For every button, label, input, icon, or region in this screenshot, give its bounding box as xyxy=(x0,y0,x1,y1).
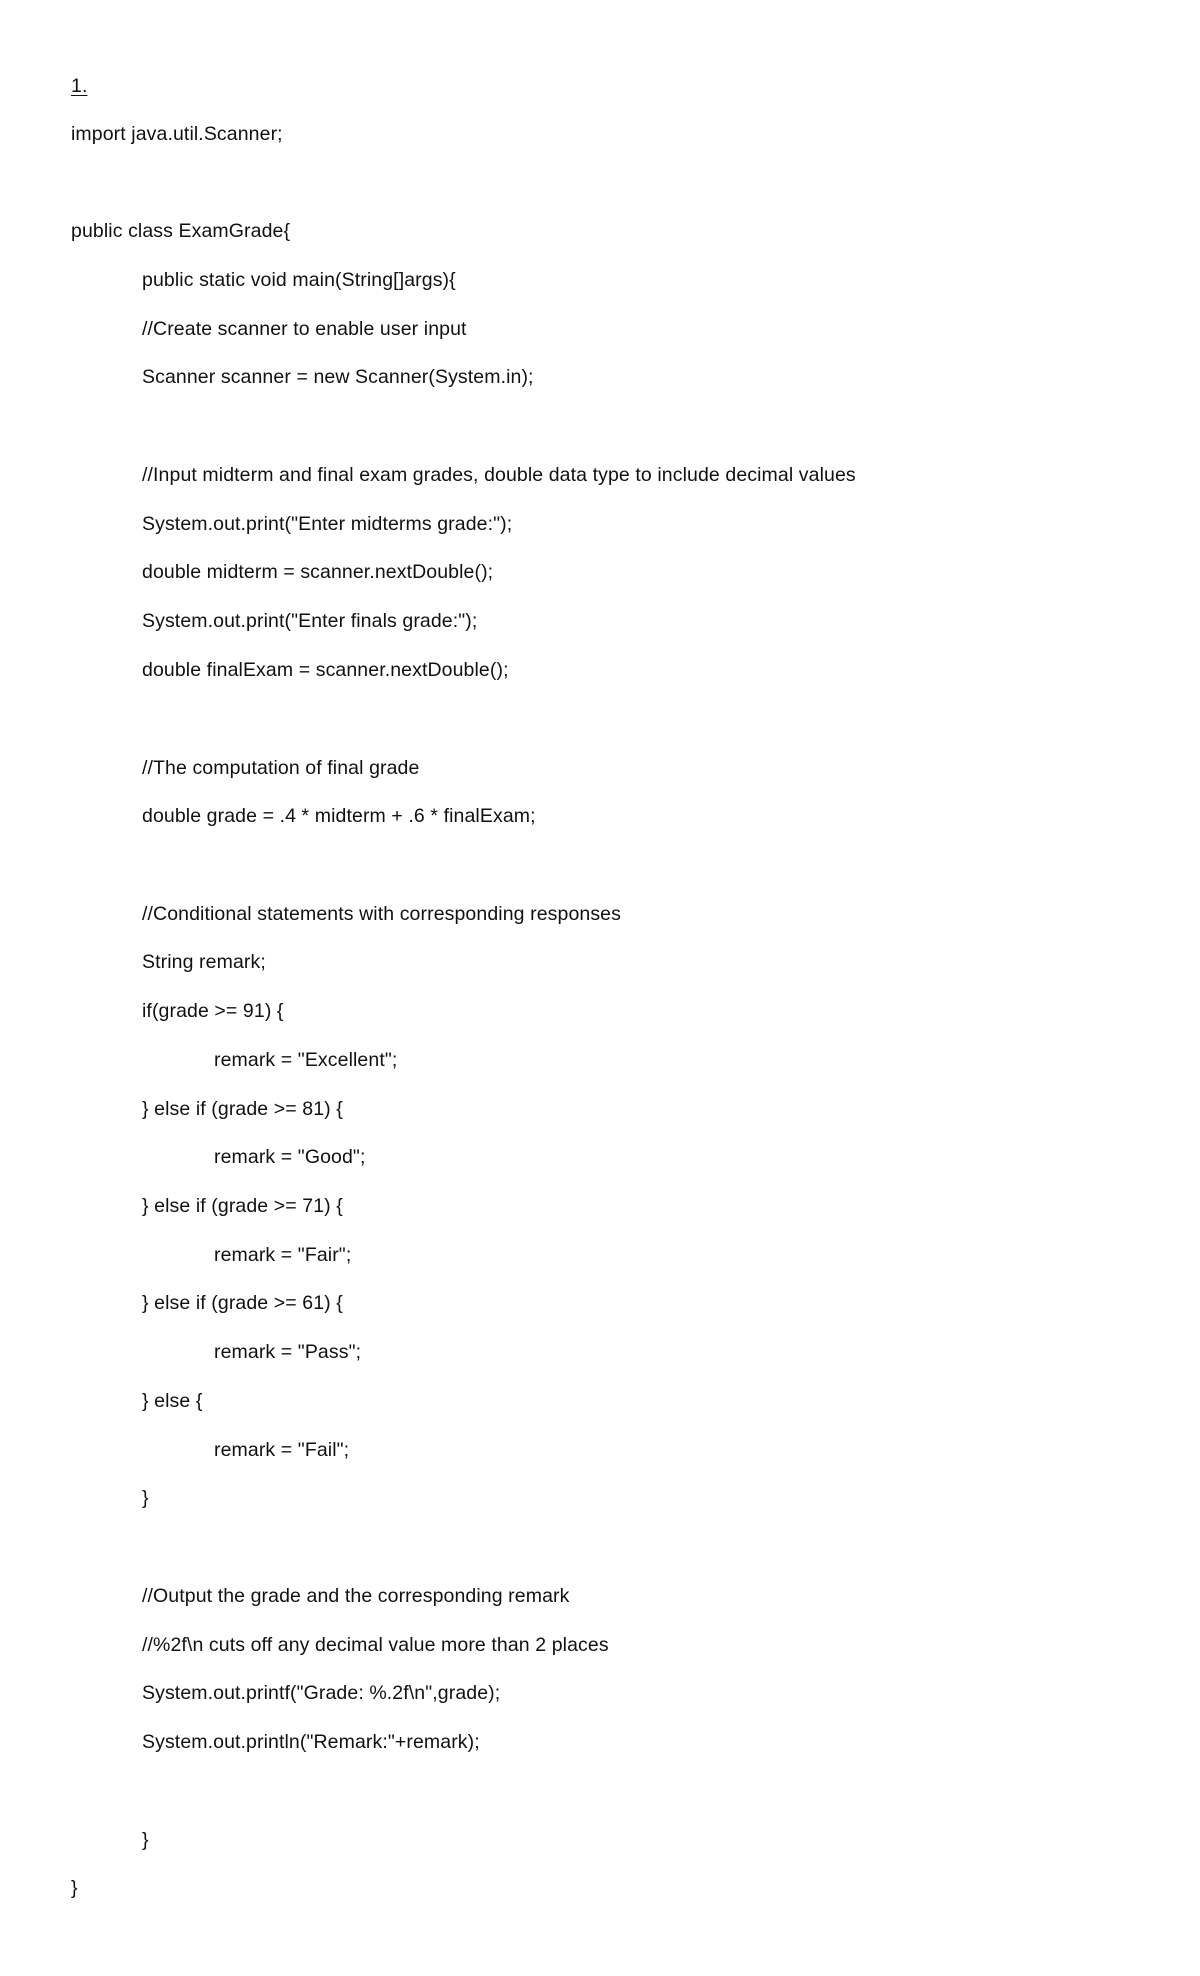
code-comment: //Create scanner to enable user input xyxy=(142,318,467,340)
code-line: public static void main(String[]args){ xyxy=(142,269,456,291)
code-line: remark = "Excellent"; xyxy=(214,1049,398,1071)
code-line: System.out.printf("Grade: %.2f\n",grade); xyxy=(142,1682,501,1704)
section-number: 1. xyxy=(71,75,88,97)
code-line: remark = "Fair"; xyxy=(214,1244,352,1266)
code-line: double midterm = scanner.nextDouble(); xyxy=(142,561,494,583)
code-line: remark = "Good"; xyxy=(214,1146,366,1168)
code-comment: //Input midterm and final exam grades, double data type to include decimal values xyxy=(142,464,856,486)
code-comment: //The computation of final grade xyxy=(142,757,420,779)
code-line: } else if (grade >= 81) { xyxy=(142,1098,343,1120)
code-comment: //Conditional statements with corresponding responses xyxy=(142,903,621,925)
code-line: System.out.print("Enter midterms grade:"); xyxy=(142,513,513,535)
code-line: double finalExam = scanner.nextDouble(); xyxy=(142,659,509,681)
code-comment: //Output the grade and the corresponding remark xyxy=(142,1585,570,1607)
code-line: } xyxy=(142,1487,149,1509)
code-line: String remark; xyxy=(142,951,266,973)
code-line: } else if (grade >= 71) { xyxy=(142,1195,343,1217)
code-line: import java.util.Scanner; xyxy=(71,123,283,145)
code-line: remark = "Pass"; xyxy=(214,1341,362,1363)
code-line: public class ExamGrade{ xyxy=(71,220,291,242)
code-line: } else { xyxy=(142,1390,203,1412)
code-line: } xyxy=(142,1829,149,1851)
code-line: double grade = .4 * midterm + .6 * finalExam; xyxy=(142,805,536,827)
code-line: System.out.println("Remark:"+remark); xyxy=(142,1731,480,1753)
code-line: Scanner scanner = new Scanner(System.in); xyxy=(142,366,534,388)
code-line: System.out.print("Enter finals grade:"); xyxy=(142,610,478,632)
code-line: remark = "Fail"; xyxy=(214,1439,350,1461)
code-line: if(grade >= 91) { xyxy=(142,1000,284,1022)
code-line: } xyxy=(71,1877,78,1899)
code-line: } else if (grade >= 61) { xyxy=(142,1292,343,1314)
code-comment: //%2f\n cuts off any decimal value more than 2 places xyxy=(142,1634,609,1656)
